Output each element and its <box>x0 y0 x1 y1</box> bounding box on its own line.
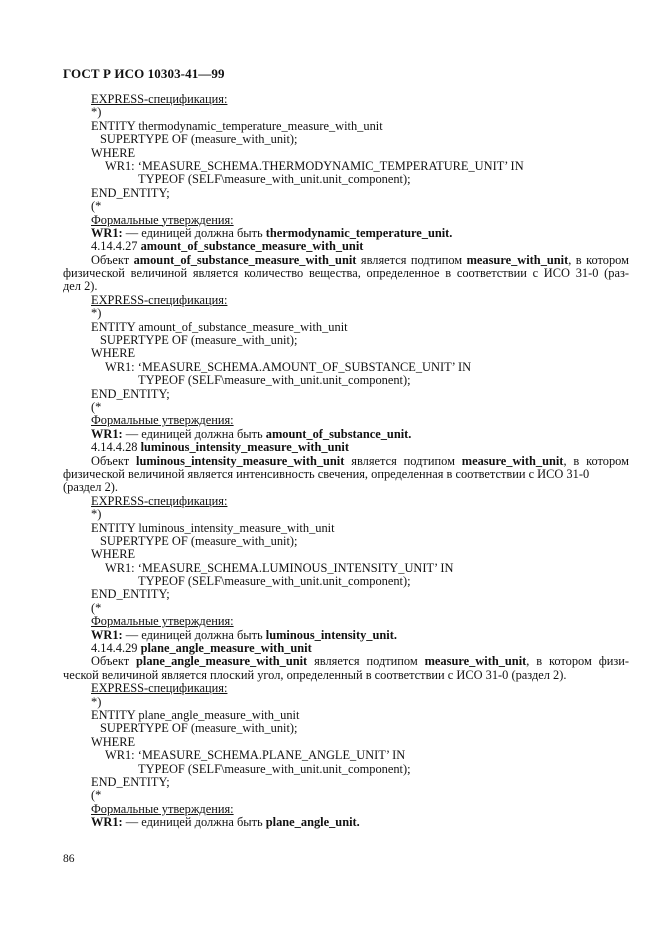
entity-name: amount_of_substance_measure_with_unit <box>133 252 357 267</box>
description-tail: , в котором физи- <box>526 654 629 669</box>
entity-declaration: ENTITY thermodynamic_temperature_measure_with_unit <box>91 118 383 133</box>
express-spec-label: EXPRESS-спецификация: <box>91 681 228 696</box>
section-plane-angle <box>63 642 629 829</box>
rule-unit: thermodynamic_temperature_unit. <box>265 225 453 240</box>
section-number: 4.14.4.29 <box>91 641 141 656</box>
entity-declaration: ENTITY amount_of_substance_measure_with_unit <box>91 319 348 334</box>
end-entity: END_ENTITY; <box>91 587 170 602</box>
typeof-line: TYPEOF (SELF\measure_with_unit.unit_component); <box>138 373 411 388</box>
rule-unit: amount_of_substance_unit. <box>265 426 412 441</box>
description-line-1 <box>63 655 629 668</box>
formal-rule <box>63 816 629 829</box>
rule-id: WR1: <box>91 225 123 240</box>
formal-statements-label: Формальные утверждения: <box>91 212 234 227</box>
express-spec-label: EXPRESS-спецификация: <box>91 493 228 508</box>
where-rule: WR1: ‘MEASURE_SCHEMA.LUMINOUS_INTENSITY_UNIT’ IN <box>105 560 454 575</box>
description-tail: , в котором <box>568 252 629 267</box>
formal-rule <box>63 227 629 240</box>
comment-open: (* <box>91 199 102 214</box>
typeof-line: TYPEOF (SELF\measure_with_unit.unit_component); <box>138 172 411 187</box>
rule-text: — единицей должна быть <box>122 225 266 240</box>
where-keyword: WHERE <box>91 145 136 160</box>
comment-close: *) <box>91 306 102 321</box>
comment-open: (* <box>91 600 102 615</box>
object-word: Объект <box>91 453 136 468</box>
description-line-1 <box>63 254 629 267</box>
description-line-2: ческой величиной является плоский угол, определенный в соответствии с ИСО 31-0 (раздел 2). <box>63 667 567 682</box>
formal-rule <box>63 428 629 441</box>
page-number: 86 <box>63 853 75 865</box>
document-body <box>63 93 629 829</box>
object-word: Объект <box>91 654 136 669</box>
supertype-name: measure_with_unit <box>461 453 564 468</box>
entity-declaration: ENTITY plane_angle_measure_with_unit <box>91 707 300 722</box>
end-entity: END_ENTITY; <box>91 386 170 401</box>
supertype-name: measure_with_unit <box>466 252 569 267</box>
end-entity: END_ENTITY; <box>91 774 170 789</box>
object-word: Объект <box>91 252 134 267</box>
section-title: plane_angle_measure_with_unit <box>140 641 312 656</box>
formal-rule <box>63 629 629 642</box>
rule-text: — единицей должна быть <box>122 426 266 441</box>
comment-open: (* <box>91 788 102 803</box>
express-spec-label: EXPRESS-спецификация: <box>91 92 228 106</box>
section-title: amount_of_substance_measure_with_unit <box>140 239 364 254</box>
subtype-text: является подтипом <box>356 252 467 267</box>
express-spec-label: EXPRESS-спецификация: <box>91 292 228 307</box>
rule-id: WR1: <box>91 426 123 441</box>
typeof-line: TYPEOF (SELF\measure_with_unit.unit_component); <box>138 761 411 776</box>
comment-close: *) <box>91 105 102 120</box>
description-line-3: дел 2). <box>63 279 98 294</box>
section-heading <box>63 240 629 253</box>
formal-statements-label: Формальные утверждения: <box>91 801 234 816</box>
comment-close: *) <box>91 507 102 522</box>
comment-close: *) <box>91 694 102 709</box>
express-block-thermodynamic <box>63 93 629 240</box>
subtype-text: является подтипом <box>307 654 425 669</box>
description-line-3: (раздел 2). <box>63 480 118 495</box>
rule-id: WR1: <box>91 815 123 830</box>
description-tail: , в котором <box>563 453 629 468</box>
supertype-line: SUPERTYPE OF (measure_with_unit); <box>100 533 298 548</box>
typeof-line: TYPEOF (SELF\measure_with_unit.unit_component); <box>138 574 411 589</box>
rule-id: WR1: <box>91 627 123 642</box>
where-keyword: WHERE <box>91 346 136 361</box>
subtype-text: является подтипом <box>344 453 462 468</box>
entity-declaration: ENTITY luminous_intensity_measure_with_unit <box>91 520 335 535</box>
rule-unit: luminous_intensity_unit. <box>265 627 397 642</box>
section-title: luminous_intensity_measure_with_unit <box>140 440 349 455</box>
rule-text: — единицей должна быть <box>122 627 266 642</box>
section-amount-of-substance <box>63 240 629 441</box>
document-header: ГОСТ Р ИСО 10303-41—99 <box>63 66 225 81</box>
where-rule: WR1: ‘MEASURE_SCHEMA.AMOUNT_OF_SUBSTANCE_UNIT’ IN <box>105 359 472 374</box>
end-entity: END_ENTITY; <box>91 185 170 200</box>
where-rule: WR1: ‘MEASURE_SCHEMA.THERMODYNAMIC_TEMPERATURE_UNIT’ IN <box>105 158 524 173</box>
where-rule: WR1: ‘MEASURE_SCHEMA.PLANE_ANGLE_UNIT’ IN <box>105 748 406 763</box>
where-keyword: WHERE <box>91 547 136 562</box>
section-luminous-intensity <box>63 441 629 642</box>
section-heading <box>63 441 629 454</box>
rule-unit: plane_angle_unit. <box>265 815 360 830</box>
supertype-name: measure_with_unit <box>424 654 527 669</box>
entity-name: plane_angle_measure_with_unit <box>136 654 308 669</box>
description-line-2: физической величиной является количество вещества, определенное в соответствии с ИСО 31-0 (раз- <box>63 266 629 281</box>
where-keyword: WHERE <box>91 734 136 749</box>
section-heading <box>63 642 629 655</box>
formal-statements-label: Формальные утверждения: <box>91 614 234 629</box>
supertype-line: SUPERTYPE OF (measure_with_unit); <box>100 721 298 736</box>
supertype-line: SUPERTYPE OF (measure_with_unit); <box>100 132 298 147</box>
comment-open: (* <box>91 399 102 414</box>
entity-name: luminous_intensity_measure_with_unit <box>136 453 345 468</box>
rule-text: — единицей должна быть <box>122 815 266 830</box>
section-number: 4.14.4.27 <box>91 239 141 254</box>
description-line-1 <box>63 455 629 468</box>
formal-statements-label: Формальные утверждения: <box>91 413 234 428</box>
description-line-2: физической величиной является интенсивность свечения, определенная в соответствии с ИСО 31-0 <box>63 466 590 481</box>
supertype-line: SUPERTYPE OF (measure_with_unit); <box>100 333 298 348</box>
section-number: 4.14.4.28 <box>91 440 141 455</box>
